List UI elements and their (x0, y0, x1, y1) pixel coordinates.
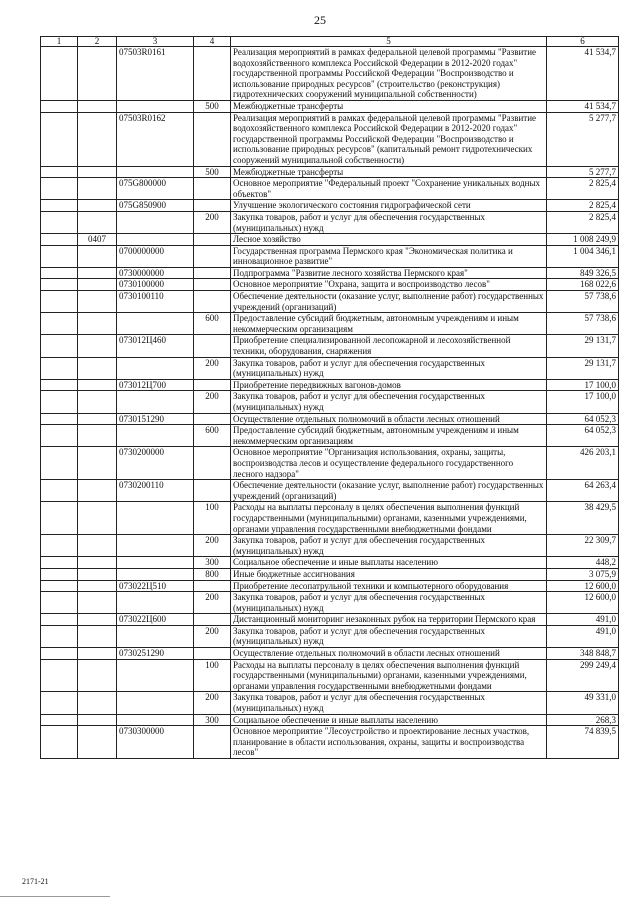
col-expense-type-cell: 100 (194, 502, 231, 535)
col-section-cell (78, 200, 117, 212)
table-row (41, 211, 619, 233)
col-section-cell: 0407 (78, 234, 117, 246)
col-expense-type-cell (194, 200, 231, 212)
col-target-code-cell (117, 659, 194, 692)
col-1-cell (41, 714, 78, 726)
col-target-code-cell: 0730200110 (117, 480, 194, 502)
table-row (41, 335, 619, 357)
table-row (41, 502, 619, 535)
table-row (41, 379, 619, 391)
col-amount-cell: 1 008 249,9 (547, 234, 619, 246)
col-1-cell (41, 726, 78, 759)
col-name-cell: Основное мероприятие "Организация использования, охраны, защиты, воспроизводства лесов и осуществление федерального государственного лесного надзора" (231, 447, 547, 480)
col-1-cell (41, 357, 78, 379)
col-name-cell: Приобретение лесопатрульной техники и компьютерного оборудования (231, 580, 547, 592)
col-expense-type-cell (194, 726, 231, 759)
col-section-cell (78, 379, 117, 391)
col-name-cell: Закупка товаров, работ и услуг для обеспечения государственных (муниципальных) нужд (231, 692, 547, 714)
col-amount-cell: 426 203,1 (547, 447, 619, 480)
col-name-cell: Предоставление субсидий бюджетным, автономным учреждениям и иным некоммерческим организациям (231, 313, 547, 335)
col-target-code-cell: 075G800000 (117, 178, 194, 200)
header-cell-1: 1 (41, 37, 78, 47)
col-target-code-cell: 0730200000 (117, 447, 194, 480)
col-amount-cell: 22 309,7 (547, 535, 619, 557)
col-amount-cell: 74 839,5 (547, 726, 619, 759)
col-1-cell (41, 648, 78, 660)
col-expense-type-cell (194, 178, 231, 200)
col-section-cell (78, 413, 117, 425)
col-1-cell (41, 614, 78, 626)
table-row (41, 425, 619, 447)
header-cell-6: 6 (547, 37, 619, 47)
col-1-cell (41, 178, 78, 200)
col-section-cell (78, 659, 117, 692)
col-section-cell (78, 425, 117, 447)
col-name-cell: Закупка товаров, работ и услуг для обеспечения государственных (муниципальных) нужд (231, 357, 547, 379)
col-1-cell (41, 166, 78, 178)
col-amount-cell: 41 534,7 (547, 47, 619, 101)
col-expense-type-cell: 600 (194, 425, 231, 447)
col-target-code-cell (117, 714, 194, 726)
col-name-cell: Основное мероприятие "Федеральный проект "Сохранение уникальных водных объектов" (231, 178, 547, 200)
col-section-cell (78, 313, 117, 335)
col-expense-type-cell (194, 267, 231, 279)
col-target-code-cell (117, 592, 194, 614)
col-amount-cell: 2 825,4 (547, 178, 619, 200)
col-section-cell (78, 245, 117, 267)
table-row (41, 391, 619, 413)
col-1-cell (41, 211, 78, 233)
table-row (41, 648, 619, 660)
table-row (41, 726, 619, 759)
col-name-cell: Улучшение экологического состояния гидрографической сети (231, 200, 547, 212)
col-target-code-cell (117, 234, 194, 246)
col-expense-type-cell (194, 291, 231, 313)
col-expense-type-cell: 200 (194, 692, 231, 714)
col-expense-type-cell: 200 (194, 211, 231, 233)
col-expense-type-cell: 200 (194, 535, 231, 557)
col-target-code-cell (117, 166, 194, 178)
col-section-cell (78, 480, 117, 502)
header-cell-3: 3 (117, 37, 194, 47)
col-expense-type-cell (194, 480, 231, 502)
col-target-code-cell: 0730300000 (117, 726, 194, 759)
page-number: 25 (314, 13, 326, 27)
col-amount-cell: 491,0 (547, 625, 619, 647)
col-section-cell (78, 335, 117, 357)
col-section-cell (78, 178, 117, 200)
col-name-cell: Реализация мероприятий в рамках федеральной целевой программы "Развитие водохозяйственного комплекса Российской Федерации в 2012-2020 годах" государственной программы Российской Федерации "Воспроизводство и использование природных ресурсов" (строительство (реконструкция) гидротехнических сооружений муниципальной собственности) (231, 47, 547, 101)
table-row (41, 100, 619, 112)
footer-rule (0, 896, 110, 897)
col-expense-type-cell (194, 447, 231, 480)
col-1-cell (41, 659, 78, 692)
col-section-cell (78, 568, 117, 580)
col-expense-type-cell (194, 234, 231, 246)
col-target-code-cell: 075G850900 (117, 200, 194, 212)
table-row (41, 112, 619, 166)
table-row (41, 166, 619, 178)
col-1-cell (41, 425, 78, 447)
col-name-cell: Дистанционный мониторинг незаконных рубок на территории Пермского края (231, 614, 547, 626)
col-amount-cell: 57 738,6 (547, 291, 619, 313)
col-expense-type-cell (194, 335, 231, 357)
col-amount-cell: 299 249,4 (547, 659, 619, 692)
col-section-cell (78, 47, 117, 101)
col-target-code-cell: 0730000000 (117, 267, 194, 279)
table-row (41, 291, 619, 313)
col-amount-cell: 17 100,0 (547, 391, 619, 413)
col-section-cell (78, 580, 117, 592)
col-section-cell (78, 535, 117, 557)
col-amount-cell: 268,3 (547, 714, 619, 726)
col-1-cell (41, 413, 78, 425)
col-amount-cell: 29 131,7 (547, 357, 619, 379)
table-row (41, 535, 619, 557)
table-row (41, 47, 619, 101)
col-1-cell (41, 234, 78, 246)
col-name-cell: Приобретение специализированной лесопожарной и лесохозяйственной техники, оборудования, снаряжения (231, 335, 547, 357)
col-1-cell (41, 692, 78, 714)
col-section-cell (78, 357, 117, 379)
col-1-cell (41, 557, 78, 569)
col-target-code-cell (117, 557, 194, 569)
table-body (41, 47, 619, 759)
col-section-cell (78, 557, 117, 569)
col-target-code-cell (117, 535, 194, 557)
header-cell-4: 4 (194, 37, 231, 47)
col-section-cell (78, 726, 117, 759)
document-code: 2171-21 (22, 877, 49, 886)
table-row (41, 267, 619, 279)
col-section-cell (78, 112, 117, 166)
col-name-cell: Социальное обеспечение и иные выплаты населению (231, 557, 547, 569)
col-target-code-cell: 0700000000 (117, 245, 194, 267)
col-name-cell: Предоставление субсидий бюджетным, автономным учреждениям и иным некоммерческим организациям (231, 425, 547, 447)
col-section-cell (78, 614, 117, 626)
col-name-cell: Закупка товаров, работ и услуг для обеспечения государственных (муниципальных) нужд (231, 625, 547, 647)
col-name-cell: Государственная программа Пермского края "Экономическая политика и инновационное развитие" (231, 245, 547, 267)
col-expense-type-cell: 200 (194, 391, 231, 413)
col-amount-cell: 2 825,4 (547, 200, 619, 212)
table-row (41, 178, 619, 200)
col-name-cell: Расходы на выплаты персоналу в целях обеспечения выполнения функций государственными (муниципальными) органами, казенными учреждениями, органами управления государственными внебюджетными фондами (231, 502, 547, 535)
col-target-code-cell (117, 391, 194, 413)
col-section-cell (78, 291, 117, 313)
col-1-cell (41, 502, 78, 535)
col-amount-cell: 57 738,6 (547, 313, 619, 335)
table-row (41, 200, 619, 212)
budget-table (40, 36, 619, 759)
col-expense-type-cell (194, 580, 231, 592)
col-amount-cell: 168 022,6 (547, 279, 619, 291)
col-name-cell: Обеспечение деятельности (оказание услуг, выполнение работ) государственных учреждений (организаций) (231, 480, 547, 502)
col-section-cell (78, 447, 117, 480)
table-row (41, 714, 619, 726)
col-amount-cell: 5 277,7 (547, 166, 619, 178)
table-row (41, 580, 619, 592)
col-expense-type-cell (194, 47, 231, 101)
col-amount-cell: 29 131,7 (547, 335, 619, 357)
col-section-cell (78, 279, 117, 291)
col-expense-type-cell: 200 (194, 357, 231, 379)
col-expense-type-cell (194, 112, 231, 166)
col-expense-type-cell (194, 279, 231, 291)
col-amount-cell: 12 600,0 (547, 592, 619, 614)
col-1-cell (41, 379, 78, 391)
col-expense-type-cell: 600 (194, 313, 231, 335)
table-row (41, 659, 619, 692)
col-amount-cell: 348 848,7 (547, 648, 619, 660)
col-1-cell (41, 391, 78, 413)
col-target-code-cell: 07503R0161 (117, 47, 194, 101)
col-section-cell (78, 714, 117, 726)
col-name-cell: Расходы на выплаты персоналу в целях обеспечения выполнения функций государственными (муниципальными) органами, казенными учреждениями, органами управления государственными внебюджетными фондами (231, 659, 547, 692)
col-section-cell (78, 267, 117, 279)
table-row (41, 568, 619, 580)
col-name-cell: Социальное обеспечение и иные выплаты населению (231, 714, 547, 726)
col-name-cell: Закупка товаров, работ и услуг для обеспечения государственных (муниципальных) нужд (231, 391, 547, 413)
col-1-cell (41, 291, 78, 313)
col-expense-type-cell: 200 (194, 625, 231, 647)
table-row (41, 614, 619, 626)
table-row (41, 234, 619, 246)
col-1-cell (41, 335, 78, 357)
col-name-cell: Закупка товаров, работ и услуг для обеспечения государственных (муниципальных) нужд (231, 535, 547, 557)
col-target-code-cell (117, 313, 194, 335)
col-1-cell (41, 112, 78, 166)
col-amount-cell: 17 100,0 (547, 379, 619, 391)
col-target-code-cell (117, 211, 194, 233)
col-expense-type-cell: 800 (194, 568, 231, 580)
col-amount-cell: 5 277,7 (547, 112, 619, 166)
col-1-cell (41, 267, 78, 279)
col-expense-type-cell (194, 648, 231, 660)
col-1-cell (41, 625, 78, 647)
col-1-cell (41, 100, 78, 112)
col-target-code-cell: 073022Ц510 (117, 580, 194, 592)
col-amount-cell: 64 052,3 (547, 413, 619, 425)
col-section-cell (78, 166, 117, 178)
col-expense-type-cell: 500 (194, 100, 231, 112)
col-name-cell: Реализация мероприятий в рамках федеральной целевой программы "Развитие водохозяйственного комплекса Российской Федерации в 2012-2020 годах" государственной программы Российской Федерации "Воспроизводство и использование природных ресурсов" (капитальный ремонт гидротехнических сооружений муниципальной собственности) (231, 112, 547, 166)
col-1-cell (41, 535, 78, 557)
col-section-cell (78, 692, 117, 714)
col-amount-cell: 49 331,0 (547, 692, 619, 714)
table-header-row (41, 37, 619, 47)
table-row (41, 692, 619, 714)
col-name-cell: Основное мероприятие "Лесоустройство и проектирование лесных участков, планирование в области использования, охраны, защиты и воспроизводства лесов" (231, 726, 547, 759)
col-name-cell: Закупка товаров, работ и услуг для обеспечения государственных (муниципальных) нужд (231, 592, 547, 614)
col-section-cell (78, 625, 117, 647)
table-row (41, 447, 619, 480)
col-section-cell (78, 502, 117, 535)
col-target-code-cell: 0730100110 (117, 291, 194, 313)
col-name-cell: Иные бюджетные ассигнования (231, 568, 547, 580)
col-target-code-cell: 073022Ц600 (117, 614, 194, 626)
col-expense-type-cell: 500 (194, 166, 231, 178)
col-1-cell (41, 313, 78, 335)
col-target-code-cell (117, 692, 194, 714)
col-expense-type-cell (194, 245, 231, 267)
col-amount-cell: 491,0 (547, 614, 619, 626)
col-section-cell (78, 211, 117, 233)
col-expense-type-cell: 300 (194, 557, 231, 569)
col-1-cell (41, 568, 78, 580)
col-amount-cell: 1 004 346,1 (547, 245, 619, 267)
col-name-cell: Подпрограмма "Развитие лесного хозяйства Пермского края" (231, 267, 547, 279)
col-amount-cell: 41 534,7 (547, 100, 619, 112)
col-expense-type-cell: 200 (194, 592, 231, 614)
col-section-cell (78, 100, 117, 112)
col-target-code-cell (117, 502, 194, 535)
col-expense-type-cell: 100 (194, 659, 231, 692)
col-amount-cell: 12 600,0 (547, 580, 619, 592)
col-1-cell (41, 447, 78, 480)
col-amount-cell: 3 075,9 (547, 568, 619, 580)
col-1-cell (41, 47, 78, 101)
col-name-cell: Осуществление отдельных полномочий в области лесных отношений (231, 648, 547, 660)
col-name-cell: Закупка товаров, работ и услуг для обеспечения государственных (муниципальных) нужд (231, 211, 547, 233)
col-target-code-cell (117, 100, 194, 112)
col-expense-type-cell: 300 (194, 714, 231, 726)
col-target-code-cell (117, 568, 194, 580)
table-row (41, 413, 619, 425)
col-amount-cell: 448,2 (547, 557, 619, 569)
col-name-cell: Лесное хозяйство (231, 234, 547, 246)
col-amount-cell: 64 052,3 (547, 425, 619, 447)
header-cell-5: 5 (231, 37, 547, 47)
col-target-code-cell (117, 425, 194, 447)
col-1-cell (41, 245, 78, 267)
col-target-code-cell: 0730100000 (117, 279, 194, 291)
col-target-code-cell: 073012Ц700 (117, 379, 194, 391)
col-target-code-cell (117, 357, 194, 379)
col-1-cell (41, 580, 78, 592)
col-amount-cell: 64 263,4 (547, 480, 619, 502)
col-name-cell: Межбюджетные трансферты (231, 100, 547, 112)
table-row (41, 592, 619, 614)
col-1-cell (41, 480, 78, 502)
col-name-cell: Осуществление отдельных полномочий в области лесных отношений (231, 413, 547, 425)
header-cell-2: 2 (78, 37, 117, 47)
col-name-cell: Основное мероприятие "Охрана, защита и воспроизводство лесов" (231, 279, 547, 291)
col-name-cell: Межбюджетные трансферты (231, 166, 547, 178)
col-target-code-cell: 07503R0162 (117, 112, 194, 166)
table-row (41, 245, 619, 267)
col-target-code-cell (117, 625, 194, 647)
table-row (41, 279, 619, 291)
col-expense-type-cell (194, 379, 231, 391)
table-row (41, 480, 619, 502)
col-1-cell (41, 592, 78, 614)
table-row (41, 357, 619, 379)
col-expense-type-cell (194, 614, 231, 626)
col-section-cell (78, 592, 117, 614)
col-amount-cell: 2 825,4 (547, 211, 619, 233)
col-amount-cell: 849 326,5 (547, 267, 619, 279)
col-amount-cell: 38 429,5 (547, 502, 619, 535)
col-section-cell (78, 391, 117, 413)
col-target-code-cell: 073012Ц460 (117, 335, 194, 357)
col-1-cell (41, 200, 78, 212)
col-target-code-cell: 0730251290 (117, 648, 194, 660)
table-row (41, 625, 619, 647)
col-name-cell: Приобретение передвижных вагонов-домов (231, 379, 547, 391)
col-section-cell (78, 648, 117, 660)
col-name-cell: Обеспечение деятельности (оказание услуг, выполнение работ) государственных учреждений (организаций) (231, 291, 547, 313)
col-expense-type-cell (194, 413, 231, 425)
col-target-code-cell: 0730151290 (117, 413, 194, 425)
table-row (41, 313, 619, 335)
col-1-cell (41, 279, 78, 291)
table-row (41, 557, 619, 569)
